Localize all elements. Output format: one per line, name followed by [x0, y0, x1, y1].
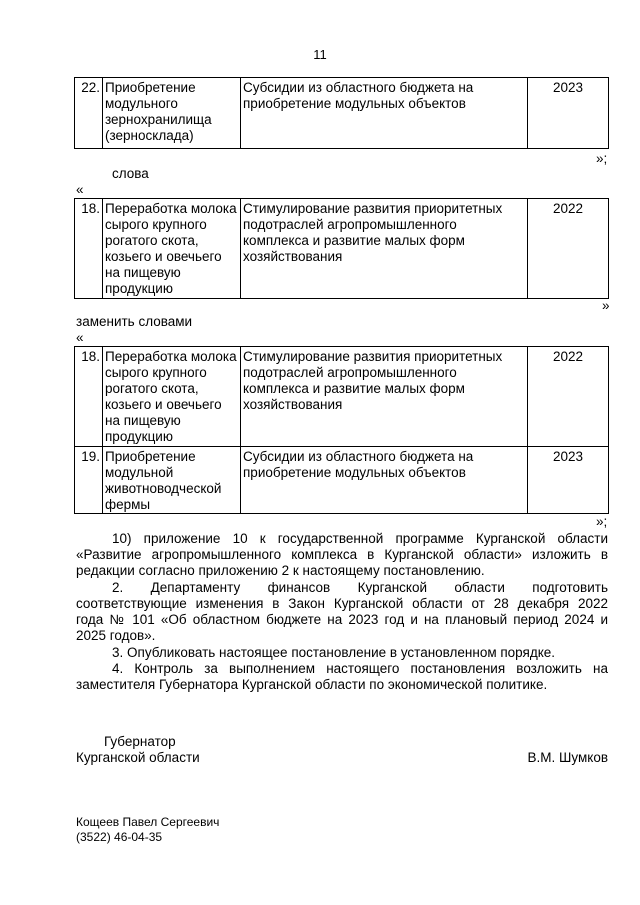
paragraph-2-line: года № 101 «Об областном бюджете на 2023 год и на плановый период 2024 и	[76, 612, 608, 627]
row-measure: Стимулирование развития приоритетных подотраслей агропромышленного комплекса и развитие малых форм хозяйствования	[241, 199, 528, 299]
paragraph-2-line: 2025 годов».	[76, 628, 156, 643]
signatory-name: В.М. Шумков	[527, 750, 608, 765]
contact-phone: (3522) 46-04-35	[76, 830, 163, 844]
paragraph-10-line: «Развитие агропромышленного комплекса в Курганской области» изложить в	[76, 547, 608, 562]
row-year: 2022	[528, 347, 609, 447]
row-name: Переработка молока сырого крупного рогатого скота, козьего и овечьего на пищевую продукцию	[103, 347, 241, 447]
row-number: 18.	[75, 199, 103, 299]
row-number: 22.	[75, 78, 103, 149]
row-number: 19.	[75, 447, 103, 514]
signature-title: Губернатор	[104, 734, 176, 749]
table-existing-row-22	[74, 77, 609, 149]
replace-label: заменить словами	[76, 314, 193, 329]
closing-quote: »;	[596, 514, 608, 529]
row-year: 2023	[528, 78, 609, 149]
row-name: Приобретение модульного зернохранилища (зерносклада)	[103, 78, 241, 149]
table-row	[75, 347, 609, 447]
row-year: 2022	[528, 199, 609, 299]
table-new-rows	[74, 346, 609, 514]
paragraph-2-line: соответствующие изменения в Закон Курганской области от 28 декабря 2022	[76, 596, 608, 611]
closing-quote: »;	[596, 151, 608, 166]
page-number: 11	[313, 47, 327, 62]
opening-quote: «	[76, 182, 84, 197]
row-number: 18.	[75, 347, 103, 447]
row-year: 2023	[528, 447, 609, 514]
table-row	[75, 78, 609, 149]
paragraph-4-line: 4. Контроль за выполнением настоящего постановления возложить на	[112, 661, 608, 676]
table-row	[75, 447, 609, 514]
table-row	[75, 199, 609, 299]
row-measure: Субсидии из областного бюджета на приобретение модульных объектов	[241, 447, 528, 514]
paragraph-10-line: 10) приложение 10 к государственной программе Курганской области	[112, 531, 608, 546]
row-name: Приобретение модульной животноводческой фермы	[103, 447, 241, 514]
opening-quote: «	[76, 330, 84, 345]
closing-quote: »	[602, 298, 610, 313]
paragraph-3: 3. Опубликовать настоящее постановление в установленном порядке.	[112, 645, 556, 660]
paragraph-10-line: редакции согласно приложению 2 к настоящему постановлению.	[76, 563, 485, 578]
paragraph-2-line: 2. Департаменту финансов Курганской области подготовить	[112, 580, 608, 595]
signature-title: Курганской области	[76, 750, 200, 765]
table-old-row-18	[74, 198, 609, 299]
row-name: Переработка молока сырого крупного рогатого скота, козьего и овечьего на пищевую продукцию	[103, 199, 241, 299]
paragraph-4-line: заместителя Губернатора Курганской области по экономической политике.	[76, 677, 548, 692]
row-measure: Субсидии из областного бюджета на приобретение модульных объектов	[241, 78, 528, 149]
row-measure: Стимулирование развития приоритетных подотраслей агропромышленного комплекса и развитие малых форм хозяйствования	[241, 347, 528, 447]
contact-name: Кощеев Павел Сергеевич	[76, 815, 220, 829]
words-label: слова	[112, 166, 149, 181]
